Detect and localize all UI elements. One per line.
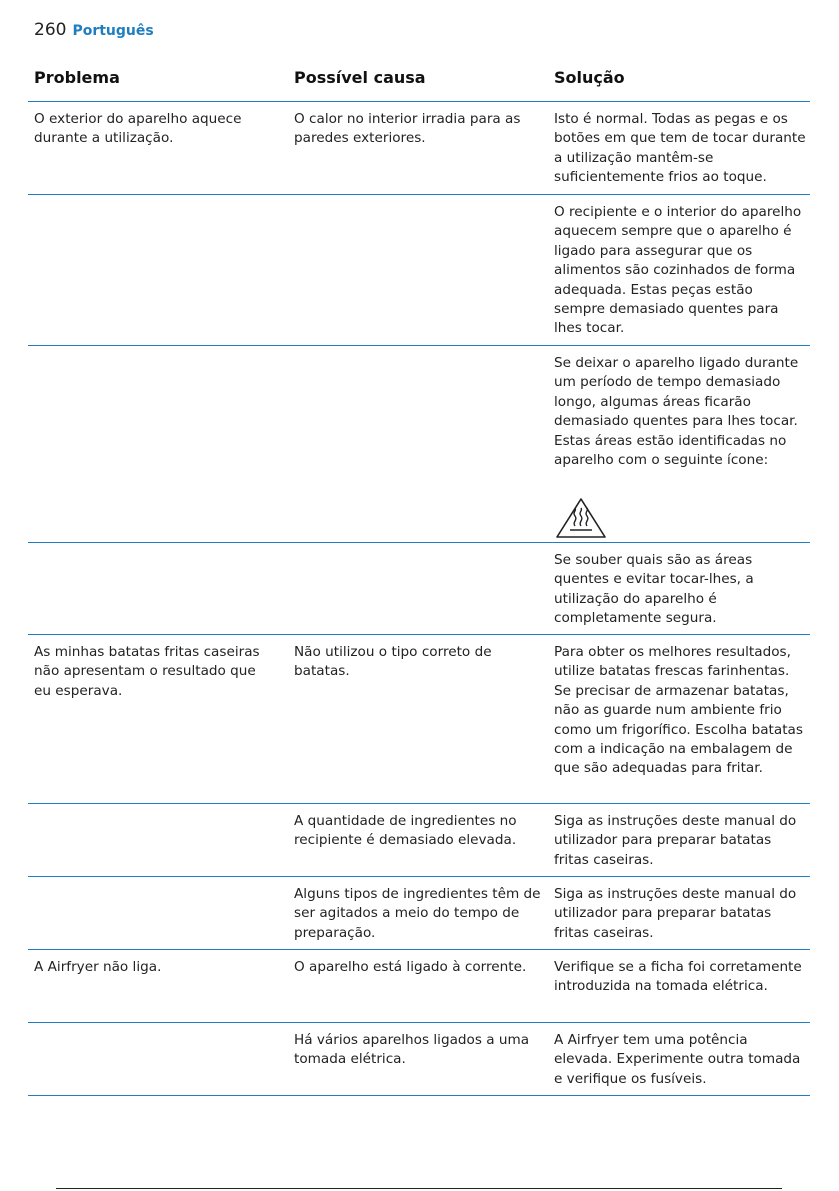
- solution-cell: Para obter os melhores resultados, utilize batatas frescas farinhentas. Se precisar de armazenar batatas, não as guarde num ambiente frio como um frigorífico. Escolha batatas com a indicação na embalagem de que são adequadas para fritar.: [554, 644, 803, 777]
- cause-cell: Não utilizou o tipo correto de batatas.: [294, 644, 492, 680]
- cause-cell: O aparelho está ligado à corrente.: [294, 959, 527, 975]
- cause-cell: Há vários aparelhos ligados a uma tomada elétrica.: [294, 1032, 530, 1068]
- footer-divider: [56, 1188, 782, 1189]
- hot-surface-warning-icon: [554, 496, 608, 540]
- solution-cell: Se souber quais são as áreas quentes e evitar tocar-lhes, a utilização do aparelho é completamente segura.: [554, 552, 754, 627]
- solution-cell: O recipiente e o interior do aparelho aquecem sempre que o aparelho é ligado para assegurar que os alimentos são cozinhados de forma adequada. Estas peças estão sempre demasiado quentes para lhes tocar.: [554, 204, 802, 337]
- cause-cell: A quantidade de ingredientes no recipiente é demasiado elevada.: [294, 813, 517, 849]
- table-row: [28, 346, 810, 543]
- page-header: [34, 20, 154, 40]
- solution-cell: Verifique se a ficha foi corretamente introduzida na tomada elétrica.: [554, 959, 802, 995]
- table-row: [28, 102, 810, 195]
- problem-cell: A Airfryer não liga.: [34, 959, 162, 975]
- solution-cell: Se deixar o aparelho ligado durante um período de tempo demasiado longo, algumas áreas ficarão demasiado quentes para lhes tocar. Estas áreas estão identificadas no aparelho com o seguinte ícone:: [554, 355, 799, 469]
- column-header-solution: Solução: [554, 68, 625, 87]
- table-row: [28, 1023, 810, 1096]
- page-number: 260: [34, 20, 67, 40]
- column-header-problem: Problema: [34, 68, 120, 87]
- table-row: [28, 950, 810, 1023]
- cause-cell: Alguns tipos de ingredientes têm de ser agitados a meio do tempo de preparação.: [294, 886, 541, 941]
- table-row: [28, 635, 810, 804]
- problem-cell: O exterior do aparelho aquece durante a utilização.: [34, 111, 242, 147]
- solution-cell: Isto é normal. Todas as pegas e os botões em que tem de tocar durante a utilização mantêm-se suficientemente frios ao toque.: [554, 111, 806, 186]
- solution-cell: Siga as instruções deste manual do utilizador para preparar batatas fritas caseiras.: [554, 886, 797, 941]
- problem-cell: As minhas batatas fritas caseiras não apresentam o resultado que eu esperava.: [34, 644, 260, 699]
- solution-cell: A Airfryer tem uma potência elevada. Experimente outra tomada e verifique os fusíveis.: [554, 1032, 801, 1087]
- cause-cell: O calor no interior irradia para as paredes exteriores.: [294, 111, 521, 147]
- solution-cell: Siga as instruções deste manual do utilizador para preparar batatas fritas caseiras.: [554, 813, 797, 868]
- section-language: Português: [72, 23, 154, 39]
- table-row: [28, 804, 810, 877]
- table-row: [28, 543, 810, 635]
- table-row: [28, 195, 810, 346]
- table-row: [28, 877, 810, 950]
- column-header-cause: Possível causa: [294, 68, 426, 87]
